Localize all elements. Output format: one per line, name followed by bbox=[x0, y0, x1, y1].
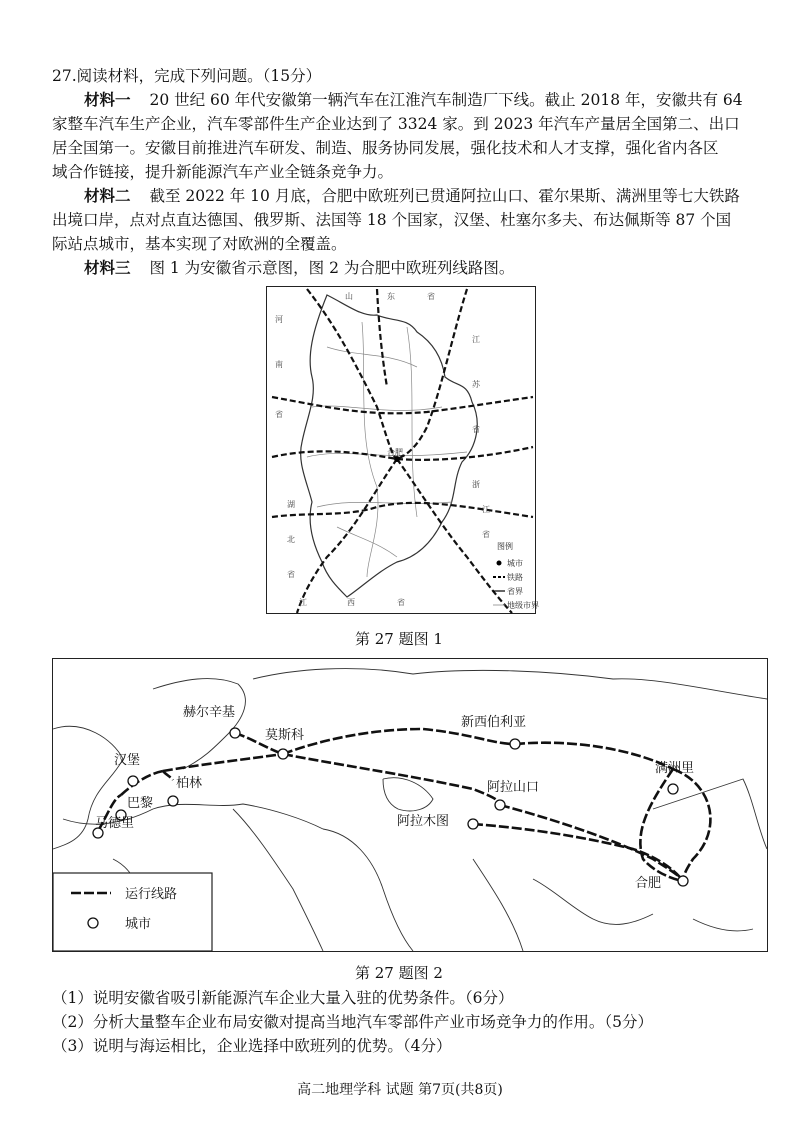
svg-text:柏林: 柏林 bbox=[176, 776, 203, 791]
svg-text:城市: 城市 bbox=[507, 559, 523, 568]
svg-text:河: 河 bbox=[275, 315, 283, 324]
svg-text:铁路: 铁路 bbox=[507, 573, 523, 582]
material-2-line-3: 际站点城市，基本实现了对欧洲的全覆盖。 bbox=[52, 235, 347, 253]
city-markers bbox=[93, 728, 688, 886]
svg-text:浙: 浙 bbox=[472, 480, 480, 489]
svg-text:合肥: 合肥 bbox=[635, 876, 662, 891]
svg-text:东: 东 bbox=[387, 292, 395, 301]
material-1-line-4: 域合作链接，提升新能源汽车产业全链条竞争力。 bbox=[52, 163, 394, 181]
svg-text:新西伯利亚: 新西伯利亚 bbox=[461, 715, 527, 730]
manzhouli-marker bbox=[668, 784, 678, 794]
moscow-marker bbox=[278, 749, 288, 759]
route-map-drawing bbox=[53, 659, 767, 951]
material-3-label: 材料三 bbox=[84, 258, 131, 277]
province-labels bbox=[275, 291, 490, 607]
svg-text:江: 江 bbox=[299, 598, 307, 607]
svg-text:运行线路: 运行线路 bbox=[125, 887, 178, 902]
page-footer: 高二地理学科 试题 第7页(共8页) bbox=[297, 1082, 503, 1098]
svg-text:地级市界: 地级市界 bbox=[507, 601, 539, 610]
svg-text:城市: 城市 bbox=[125, 917, 152, 932]
material-1-line-1: 材料一 20 世纪 60 年代安徽第一辆汽车在江淮汽车制造厂下线。截止 2018 年，安徽共有 64 bbox=[84, 90, 743, 109]
figure-2-caption: 第 27 题图 2 bbox=[355, 964, 443, 982]
question-title: 27.阅读材料，完成下列问题。（15分） bbox=[52, 67, 322, 85]
material-1-label: 材料一 bbox=[84, 90, 131, 109]
material-3-line-1: 材料三 图 1 为安徽省示意图，图 2 为合肥中欧班列线路图。 bbox=[84, 258, 515, 277]
svg-text:湖: 湖 bbox=[287, 500, 295, 509]
svg-text:图例: 图例 bbox=[497, 542, 513, 551]
route-lines bbox=[98, 729, 710, 881]
svg-text:江: 江 bbox=[472, 335, 480, 344]
figure-2-route-map bbox=[52, 658, 768, 952]
svg-text:省: 省 bbox=[275, 410, 283, 419]
svg-text:省: 省 bbox=[482, 530, 490, 539]
figure-2-legend bbox=[53, 873, 212, 951]
question-1: （1）说明安徽省吸引新能源汽车企业大量入驻的优势条件。（6分） bbox=[52, 989, 514, 1007]
svg-text:马德里: 马德里 bbox=[95, 816, 135, 831]
svg-text:省: 省 bbox=[287, 570, 295, 579]
svg-text:满洲里: 满洲里 bbox=[655, 761, 695, 776]
svg-text:苏: 苏 bbox=[472, 380, 480, 389]
hamburg-marker bbox=[128, 776, 138, 786]
question-2: （2）分析大量整车企业布局安徽对提高当地汽车零部件产业市场竞争力的作用。（5分） bbox=[52, 1013, 653, 1031]
figure-1-anhui-map bbox=[266, 286, 539, 614]
svg-text:阿拉木图: 阿拉木图 bbox=[397, 814, 450, 829]
figure-1-caption: 第 27 题图 1 bbox=[355, 630, 443, 648]
material-1-line-2: 家整车汽车生产企业，汽车零部件生产企业达到了 3324 家。到 2023 年汽车产量居全国第二、出口 bbox=[52, 115, 740, 133]
helsinki-marker bbox=[230, 728, 240, 738]
svg-text:江: 江 bbox=[482, 505, 490, 514]
svg-text:省界: 省界 bbox=[507, 587, 523, 596]
material-1-line-3: 居全国第一。安徽目前推进汽车研发、制造、服务协同发展，强化技术和人才支撑，强化省内各区 bbox=[52, 139, 719, 157]
svg-text:阿拉山口: 阿拉山口 bbox=[487, 780, 540, 795]
hefei-label: 合肥 bbox=[387, 448, 403, 457]
berlin-marker bbox=[168, 796, 178, 806]
svg-text:巴黎: 巴黎 bbox=[127, 796, 154, 811]
svg-text:汉堡: 汉堡 bbox=[114, 753, 141, 768]
material-2-label: 材料二 bbox=[84, 186, 131, 205]
novosibirsk-marker bbox=[510, 739, 520, 749]
hefei-marker bbox=[678, 876, 688, 886]
city-labels bbox=[95, 704, 694, 891]
svg-text:北: 北 bbox=[287, 535, 295, 544]
svg-text:赫尔辛基: 赫尔辛基 bbox=[183, 705, 236, 720]
almaty-marker bbox=[468, 819, 478, 829]
question-3: （3）说明与海运相比，企业选择中欧班列的优势。（4分） bbox=[52, 1037, 452, 1055]
svg-text:省: 省 bbox=[427, 292, 435, 301]
material-2-line-1: 材料二 截至 2022 年 10 月底，合肥中欧班列已贯通阿拉山口、霍尔果斯、满洲里等七大铁路 bbox=[84, 186, 740, 205]
anhui-map-drawing bbox=[267, 287, 539, 613]
svg-text:南: 南 bbox=[275, 360, 283, 369]
svg-text:莫斯科: 莫斯科 bbox=[265, 728, 305, 743]
svg-text:西: 西 bbox=[347, 598, 355, 607]
material-2-line-2: 出境口岸，点对点直达德国、俄罗斯、法国等 18 个国家，汉堡、杜塞尔多夫、布达佩斯等 87 个国 bbox=[52, 211, 732, 229]
svg-text:省: 省 bbox=[397, 598, 405, 607]
svg-text:省: 省 bbox=[472, 425, 480, 434]
alashankou-marker bbox=[495, 800, 505, 810]
svg-text:山: 山 bbox=[345, 292, 353, 301]
